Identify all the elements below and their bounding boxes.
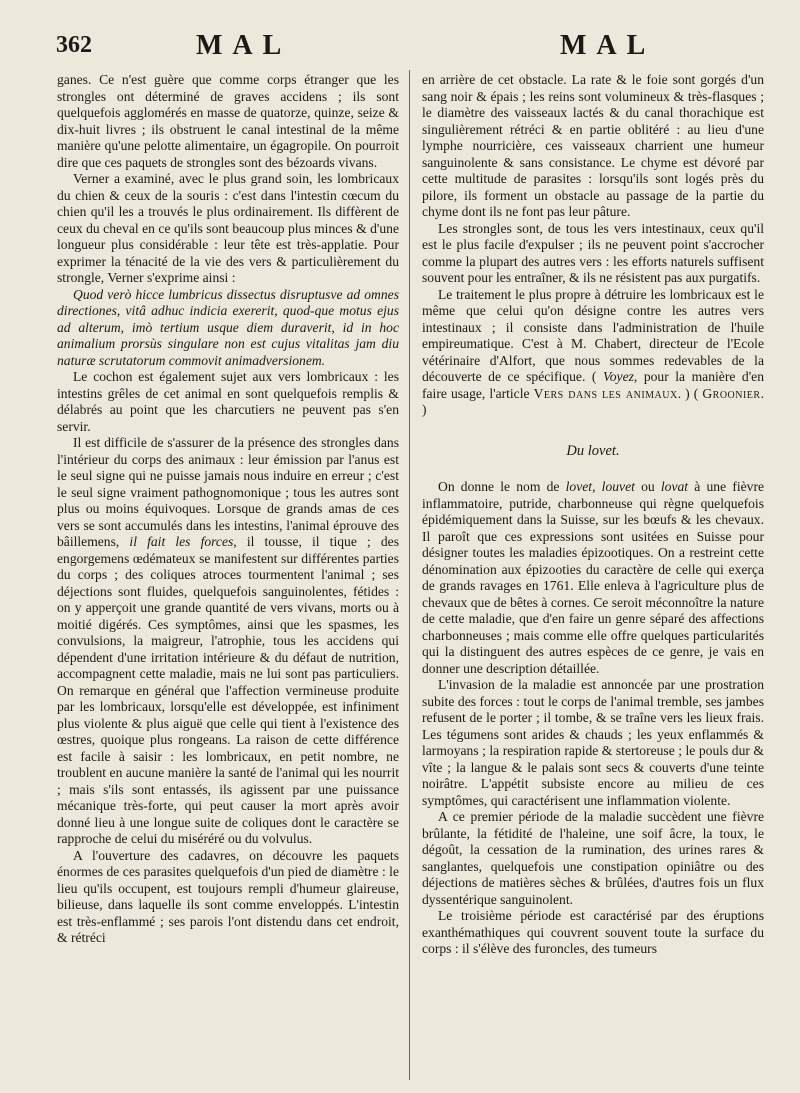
cross-reference-word: Voyez [602, 369, 634, 384]
italic-phrase: il fait les forces [129, 534, 234, 549]
text-run: Il est difficile de s'assurer de la présence des strongles dans l'intérieur du corps des animaux : leur émission par l'anus est le seul signe qui ne puisse jamais nous induire en erreur ; c'est le seul signe vraiment pathognomonique ; tous les autres sont plus ou moins équivoques. Lorsque de grands amas de ces vers se sont accumulés dans les intestins, l'animal éprouve des bâillemens, [57, 435, 399, 549]
text-run: On donne le nom de [438, 479, 566, 494]
term-lovet: lovet [565, 479, 593, 494]
text-run: Le traitement le plus propre à détruire les lombricaux est le même que celui qu'on désigne contre les autres vers intestinaux ; il consiste dans l'administration de l'huile empireumatique. C'est à M. Chabert, directeur de l'Ecole vétérinaire d'Alfort, que nous sommes redevables de la découverte de ce spécifique. ( [422, 286, 764, 384]
page-number: 362 [56, 32, 92, 58]
paragraph: A ce premier période de la maladie succèdent une fièvre brûlante, la fétidité de l'haleine, une soif âcre, la toux, le dégoût, la cessation de la rumination, des urines rares & sanglantes, quelquefois une constipation opiniâtre ou des déjections de matières sèches & brûlées, d'autres fois un flux dyssentérique sanguinolent. [422, 809, 764, 907]
cross-reference-article: Vers dans les animaux [533, 385, 678, 401]
column-divider [409, 70, 410, 1080]
text-run: . ) ( [677, 385, 703, 401]
paragraph: Le cochon est également sujet aux vers lombricaux : les intestins grêles de cet animal en sont quelquefois remplis & délabrés au point que les charcutiers ne peuvent pas s'en servir. [57, 369, 399, 434]
paragraph: A l'ouverture des cadavres, on découvre les paquets énormes de ces parasites quelquefois d'un pied de diamètre : le lieu qu'ils occupent, est toujours rempli d'humeur glaireuse, bilieuse, dans laquelle ils sont comme enveloppés. L'intestin est très-enflammé ; ses parois l'ont distendu dans cet endroit, & rétréci [57, 847, 399, 945]
term-lovat: lovat [660, 479, 689, 494]
paragraph [422, 287, 764, 419]
paragraph: L'invasion de la maladie est annoncée par une prostration subite des forces : tout le corps de l'animal tremble, ses jambes refusent de le porter ; il tombe, & se traîne vers les lieux frais. Les tégumens sont arides & chauds ; les yeux enflammés & larmoyans ; la respiration rapide & stertoreuse ; le pouls dur & vîte ; la langue & le palais sont secs & couverts d'une teinte noirâtre. L'appétit subsiste encore au milieu de ces symptômes, qui caractérisent une inflammation violente. [422, 677, 764, 808]
section-subheading: Du lovet. [566, 442, 620, 459]
paragraph [57, 435, 399, 848]
text-run: ou [634, 479, 661, 494]
running-head-right: MAL [560, 30, 656, 61]
text-run: . ) [422, 385, 764, 417]
text-run: , [592, 479, 602, 494]
paragraph: en arrière de cet obstacle. La rate & le foie sont gorgés d'un sang noir & épais ; les reins sont volumineux & très-flasques ; le diamètre des vaisseaux lactés & du canal thorachique est singulièrement rétréci & en partie oblitéré : au lieu d'une lymphe nourricière, ces vaisseaux charrient une humeur sanguinolente & sans consistance. Le chyme est dévoré par cette multitude de parasites : lorsqu'ils sont logés près du pilore, ils forment un obstacle au passage de la partie du chyme dont ils ne font pas leur pâture. [422, 72, 764, 219]
page-header [0, 28, 800, 68]
term-louvet: louvet [601, 479, 635, 494]
paragraph: Les strongles sont, de tous les vers intestinaux, ceux qu'il est le plus facile d'expulser ; ils ne peuvent point s'accrocher comme la plupart des autres vers : les efforts naturels suffisent souvent pour les entraîner, & ils ne résistent pas aux purgatifs. [422, 220, 764, 285]
right-column [422, 72, 764, 958]
left-column [57, 72, 399, 947]
paragraph: Le troisième période est caractérisé par des éruptions exanthémathiques qui couvrent souvent toute la surface du corps : il s'élève des furoncles, des tumeurs [422, 908, 764, 956]
text-run: à une fièvre inflammatoire, putride, charbonneuse qui règne quelquefois épidémiquement dans la Suisse, sur les bœufs & les chevaux. Il paroît que ces expressions sont usitées en Suisse pour désigner toutes les maladies épizootiques. On a restreint cette dénomination aux épizooties du caractère de celle qui exerça de grands ravages en 1761. Elle enleva à l'agriculture plus de chevaux que de bêtes à cornes. Ce seroit méconnoître la nature de cette maladie, que d'en faire un genre séparé des affections charbonneuses ; mais comme elle offre quelques particularités qui la distinguent des autres espèces de ce genre, je vais en donner une description détaillée. [422, 479, 765, 676]
running-head-left: MAL [196, 30, 292, 61]
paragraph: Verner a examiné, avec le plus grand soin, les lombricaux du chien & ceux de la souris : c'est dans l'intestin cœcum du chien qu'il les a trouvés le plus ordinairement. Ils diffèrent de ceux du cheval en ce qu'ils sont beaucoup plus minces & d'une longueur plus considérable : leur tête est très-applatie. Pour exprimer la ténacité de la vie des vers & particulièrement du strongle, Verner s'exprime ainsi : [57, 171, 399, 285]
text-run: , pour la manière d'en faire usage, l'article [422, 369, 764, 401]
author-signature: Groonier [702, 385, 761, 401]
latin-quote: Quod verò hicce lumbricus dissectus disruptusve ad omnes directiones, vitâ adhuc indicia exererit, quod-que motus ejus ad alterum, imò tertium usque diem duraverit, id in hoc animalium prorsùs singulare non est cujus vitalitas jam diu naturæ scrutatorum commovit animadversionem. [57, 286, 399, 368]
paragraph: ganes. Ce n'est guère que comme corps étranger que les strongles ont déterminé de graves accidens ; ils sont quelquefois agglomérés en masse de quatorze, quinze, seize & dix-huit livres ; ils obstruent le canal intestinal de la même manière qu'une pelotte alimentaire, un égagropile. On pourroit dire que ces paquets de strongles sont des bézoards vivans. [57, 72, 399, 170]
text-run: , il tousse, il tique ; des engorgemens œdémateux se manifestent sur différentes parties du corps ; des coliques atroces tourmentent l'animal ; ses déjections sont fluides, quelquefois sanguinolentes, fétides : on y apperçoit une grande quantité de vers vivans, morts ou à moitié digérés. Ces symptômes, ainsi que les spasmes, les convulsions, la maigreur, l'atrophie, tous les accidens qui dépendent d'une irritation intérieure & du défaut de nutrition, accompagnent cette maladie, mais ne lui sont pas particuliers. On remarque en général que l'affection vermineuse produite par les lombricaux, lorsqu'elle est développée, est infiniment plus violente & plus aiguë que celle qui tient à l'existence des œstres, quoique plus rongeans. La raison de cette différence est facile à saisir : les lombricaux, en petit nombre, ne troublent en aucune manière la santé de l'animal qui les nourrit ; mais s'ils sont entassés, ils agissent par une puissance mécanique très-forte, qui peut causer la mort après avoir donné lieu à une longue suite de coliques dont le caractère se rapproche de celui du miséréré ou du volvulus. [57, 534, 400, 846]
paragraph [422, 479, 764, 677]
